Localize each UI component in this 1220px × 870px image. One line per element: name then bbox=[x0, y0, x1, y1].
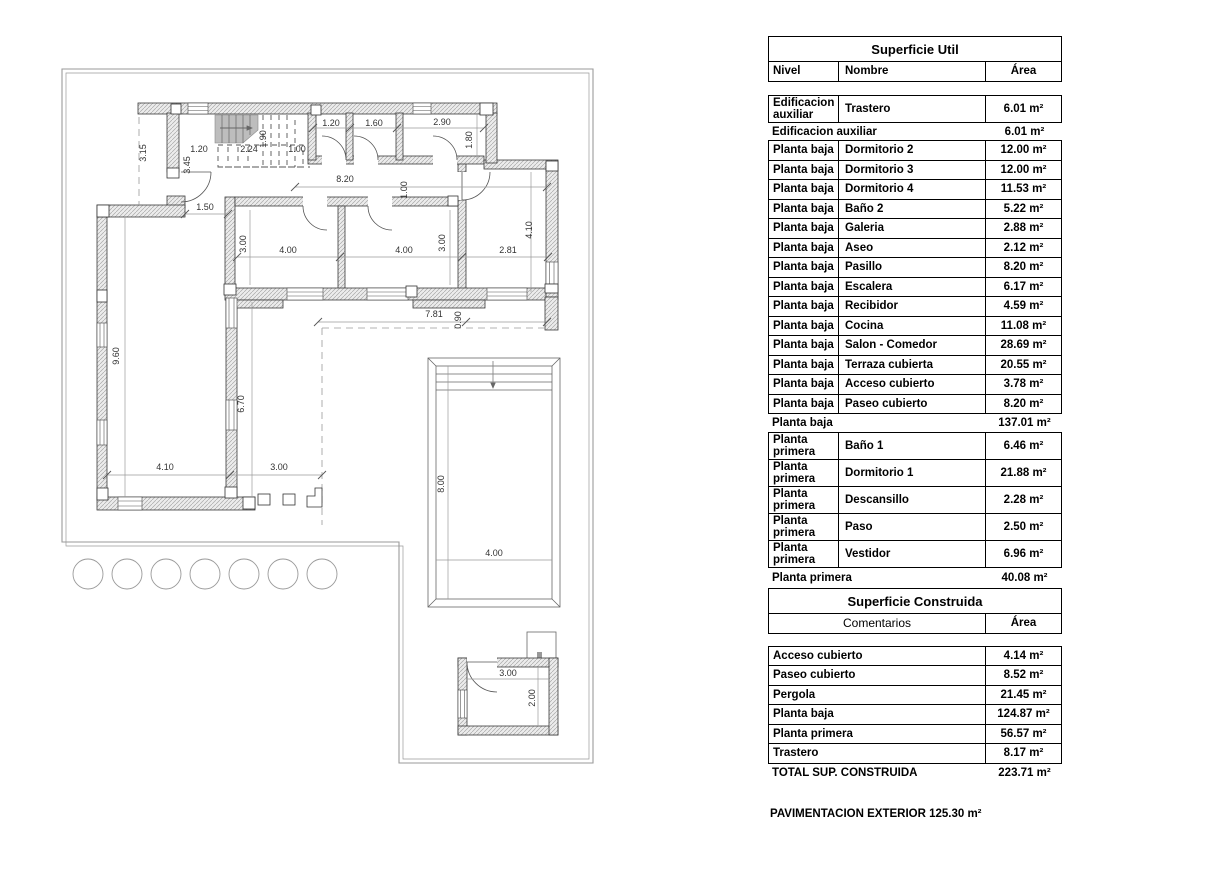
house-walls bbox=[97, 103, 558, 510]
cell-area: 6.96 m² bbox=[1003, 548, 1044, 561]
dimension-label: 9.60 bbox=[111, 347, 121, 365]
cell-nivel: Planta baja bbox=[769, 356, 839, 375]
cell-area: 12.00 m² bbox=[1000, 163, 1047, 176]
table-row bbox=[769, 160, 1061, 180]
dimension-label: 8.20 bbox=[336, 174, 354, 184]
column-header-nivel: Nivel bbox=[769, 62, 839, 81]
table-row bbox=[769, 257, 1061, 277]
table-row bbox=[769, 296, 1061, 316]
cell-area: 4.59 m² bbox=[1003, 300, 1044, 313]
cell-comentario: Paseo cubierto bbox=[769, 666, 986, 685]
subtotal-value: 40.08 m² bbox=[1001, 571, 1048, 584]
table-row bbox=[769, 355, 1061, 375]
cell-nivel: Planta primera bbox=[769, 541, 839, 567]
cell-area: 28.69 m² bbox=[1000, 339, 1047, 352]
table-row bbox=[769, 238, 1061, 258]
dimension-label: 1.60 bbox=[365, 118, 383, 128]
cell-nivel: Planta baja bbox=[769, 395, 839, 414]
dimension-label: 1.80 bbox=[464, 131, 474, 149]
dimension-label: 4.10 bbox=[524, 221, 534, 239]
pavimentacion-exterior-note: PAVIMENTACION EXTERIOR 125.30 m² bbox=[770, 808, 982, 820]
table-row bbox=[769, 96, 1061, 122]
cell-area: 124.87 m² bbox=[997, 708, 1050, 721]
cell-area: 2.28 m² bbox=[1003, 493, 1044, 506]
cell-area: 8.52 m² bbox=[1003, 669, 1044, 682]
dimension-label: 2.90 bbox=[433, 117, 451, 127]
dimension-label: 2.24 bbox=[240, 144, 258, 154]
dimension-label: 1.20 bbox=[322, 118, 340, 128]
cell-area: 4.14 m² bbox=[1003, 649, 1044, 662]
dimension-label: 1.50 bbox=[196, 202, 214, 212]
cell-nombre: Dormitorio 1 bbox=[839, 460, 986, 486]
cell-area: 8.17 m² bbox=[1003, 747, 1044, 760]
dimension-label: 2.00 bbox=[527, 689, 537, 707]
cell-area: 6.17 m² bbox=[1003, 280, 1044, 293]
table-row bbox=[769, 647, 1061, 666]
superficie-util-body bbox=[768, 95, 1062, 587]
dimension-label: 3.15 bbox=[138, 144, 148, 162]
table-row bbox=[769, 141, 1061, 160]
subtotal-label: Planta baja bbox=[772, 417, 833, 430]
trastero-building bbox=[458, 632, 558, 735]
table-row bbox=[769, 179, 1061, 199]
table-row bbox=[769, 218, 1061, 238]
subtotal-value: 137.01 m² bbox=[998, 417, 1051, 430]
cell-nombre: Dormitorio 4 bbox=[839, 180, 986, 199]
cell-area: 21.45 m² bbox=[1000, 688, 1047, 701]
cell-area: 56.57 m² bbox=[1000, 727, 1047, 740]
cell-area: 8.20 m² bbox=[1003, 397, 1044, 410]
cell-nivel: Planta baja bbox=[769, 141, 839, 160]
dimension-label: 7.81 bbox=[425, 309, 443, 319]
cell-area: 3.78 m² bbox=[1003, 378, 1044, 391]
table-row bbox=[769, 459, 1061, 486]
subtotal-row bbox=[768, 414, 1062, 433]
table-row bbox=[769, 724, 1061, 744]
cell-area: 11.53 m² bbox=[1000, 183, 1047, 196]
cell-comentario: Trastero bbox=[769, 744, 986, 763]
cell-comentario: Pergola bbox=[769, 686, 986, 705]
cell-nivel: Planta primera bbox=[769, 460, 839, 486]
dimension-label: 4.00 bbox=[279, 245, 297, 255]
cell-area: 6.01 m² bbox=[1003, 102, 1044, 115]
cell-nivel: Planta baja bbox=[769, 219, 839, 238]
dimension-label: 3.00 bbox=[437, 234, 447, 252]
cell-nombre: Paseo cubierto bbox=[839, 395, 986, 414]
dimension-label: 1.00 bbox=[399, 181, 409, 199]
cell-comentario: Planta baja bbox=[769, 705, 986, 724]
cell-comentario: Planta primera bbox=[769, 725, 986, 744]
superficie-construida-header bbox=[768, 613, 1062, 634]
cell-area: 8.20 m² bbox=[1003, 261, 1044, 274]
dimension-label: 8.00 bbox=[436, 475, 446, 493]
dimension-label: 2.81 bbox=[499, 245, 517, 255]
table-group bbox=[768, 140, 1062, 414]
cell-nombre: Pasillo bbox=[839, 258, 986, 277]
column-header-area: Área bbox=[1010, 65, 1037, 78]
cell-area: 5.22 m² bbox=[1003, 202, 1044, 215]
cell-comentario: Acceso cubierto bbox=[769, 647, 986, 666]
cell-area: 2.88 m² bbox=[1003, 222, 1044, 235]
table-row bbox=[769, 704, 1061, 724]
cell-nombre: Cocina bbox=[839, 317, 986, 336]
table-row bbox=[769, 277, 1061, 297]
table-row bbox=[769, 335, 1061, 355]
cell-nombre: Salon - Comedor bbox=[839, 336, 986, 355]
dimension-label: 3.00 bbox=[238, 235, 248, 253]
pool bbox=[428, 358, 560, 607]
superficie-util-table bbox=[768, 36, 1062, 605]
dimension-label: 0.90 bbox=[453, 311, 463, 329]
subtotal-label: Planta primera bbox=[772, 571, 852, 584]
table-row bbox=[769, 316, 1061, 336]
dimension-label: 3.00 bbox=[499, 668, 517, 678]
cell-area: 12.00 m² bbox=[1000, 144, 1047, 157]
table-row bbox=[769, 486, 1061, 513]
cell-area: 6.46 m² bbox=[1003, 439, 1044, 452]
table-row bbox=[769, 374, 1061, 394]
subtotal-row bbox=[768, 568, 1062, 587]
dimension-label: 4.00 bbox=[395, 245, 413, 255]
cell-nombre: Escalera bbox=[839, 278, 986, 297]
pergola-outline bbox=[258, 328, 547, 525]
cell-nivel: Planta baja bbox=[769, 200, 839, 219]
table-row bbox=[769, 433, 1061, 459]
cell-nombre: Dormitorio 2 bbox=[839, 141, 986, 160]
dimension-label: 1.20 bbox=[190, 144, 208, 154]
superficie-construida-title: Superficie Construida bbox=[768, 588, 1062, 614]
dimension-label: 3.00 bbox=[270, 462, 288, 472]
cell-nombre: Recibidor bbox=[839, 297, 986, 316]
column-header-area2: Área bbox=[1010, 617, 1037, 630]
cell-nivel: Planta primera bbox=[769, 487, 839, 513]
cell-nivel: Planta baja bbox=[769, 161, 839, 180]
cell-nombre: Vestidor bbox=[839, 541, 986, 567]
subtotal-label: Edificacion auxiliar bbox=[772, 125, 877, 138]
cell-area: 21.88 m² bbox=[1000, 466, 1047, 479]
table-row bbox=[769, 540, 1061, 567]
cell-nombre: Terraza cubierta bbox=[839, 356, 986, 375]
superficie-construida-body bbox=[768, 646, 1062, 764]
cell-nombre: Baño 2 bbox=[839, 200, 986, 219]
total-sup-construida-label: TOTAL SUP. CONSTRUIDA bbox=[772, 766, 918, 779]
dimension-label: 1.00 bbox=[288, 144, 306, 154]
cell-nivel: Planta baja bbox=[769, 336, 839, 355]
cell-nombre: Baño 1 bbox=[839, 433, 986, 459]
cell-nivel: Planta baja bbox=[769, 297, 839, 316]
table-row bbox=[769, 394, 1061, 414]
dimension-label: 3.45 bbox=[182, 156, 192, 174]
cell-nivel: Planta baja bbox=[769, 180, 839, 199]
cell-nivel: Planta baja bbox=[769, 317, 839, 336]
cell-nivel: Planta baja bbox=[769, 258, 839, 277]
cell-area: 20.55 m² bbox=[1000, 358, 1047, 371]
subtotal-value: 6.01 m² bbox=[1004, 125, 1045, 138]
dimension-label: 4.00 bbox=[485, 548, 503, 558]
cell-nivel: Edificacion auxiliar bbox=[769, 96, 839, 122]
total-sup-construida-value: 223.71 m² bbox=[998, 766, 1051, 779]
cell-area: 2.12 m² bbox=[1003, 241, 1044, 254]
column-header-comentarios: Comentarios bbox=[769, 614, 986, 633]
dimension-label: 4.10 bbox=[156, 462, 174, 472]
cell-nombre: Paso bbox=[839, 514, 986, 540]
table-row bbox=[769, 199, 1061, 219]
cell-nivel: Planta baja bbox=[769, 375, 839, 394]
subtotal-row bbox=[768, 123, 1062, 142]
cell-area: 11.08 m² bbox=[1000, 319, 1047, 332]
total-sup-construida-row bbox=[768, 764, 1062, 783]
superficie-util-header bbox=[768, 61, 1062, 82]
cell-nombre: Descansillo bbox=[839, 487, 986, 513]
cell-nivel: Planta primera bbox=[769, 514, 839, 540]
cell-area: 2.50 m² bbox=[1003, 521, 1044, 534]
table-group bbox=[768, 432, 1062, 569]
dimension-label: 6.70 bbox=[236, 395, 246, 413]
cell-nombre: Aseo bbox=[839, 239, 986, 258]
table-row bbox=[769, 685, 1061, 705]
cell-nivel: Planta baja bbox=[769, 239, 839, 258]
table-row bbox=[769, 743, 1061, 763]
superficie-construida-table bbox=[768, 588, 1062, 782]
cell-nivel: Planta baja bbox=[769, 278, 839, 297]
column-header-nombre: Nombre bbox=[839, 62, 986, 81]
cell-nombre: Acceso cubierto bbox=[839, 375, 986, 394]
cell-nombre: Galeria bbox=[839, 219, 986, 238]
superficie-util-title: Superficie Util bbox=[768, 36, 1062, 62]
table-group bbox=[768, 95, 1062, 123]
dimension-label: 1.90 bbox=[258, 130, 268, 148]
tree-circles bbox=[73, 559, 337, 589]
cell-nivel: Planta primera bbox=[769, 433, 839, 459]
cell-nombre: Dormitorio 3 bbox=[839, 161, 986, 180]
table-row bbox=[769, 665, 1061, 685]
cell-nombre: Trastero bbox=[839, 96, 986, 122]
table-row bbox=[769, 513, 1061, 540]
